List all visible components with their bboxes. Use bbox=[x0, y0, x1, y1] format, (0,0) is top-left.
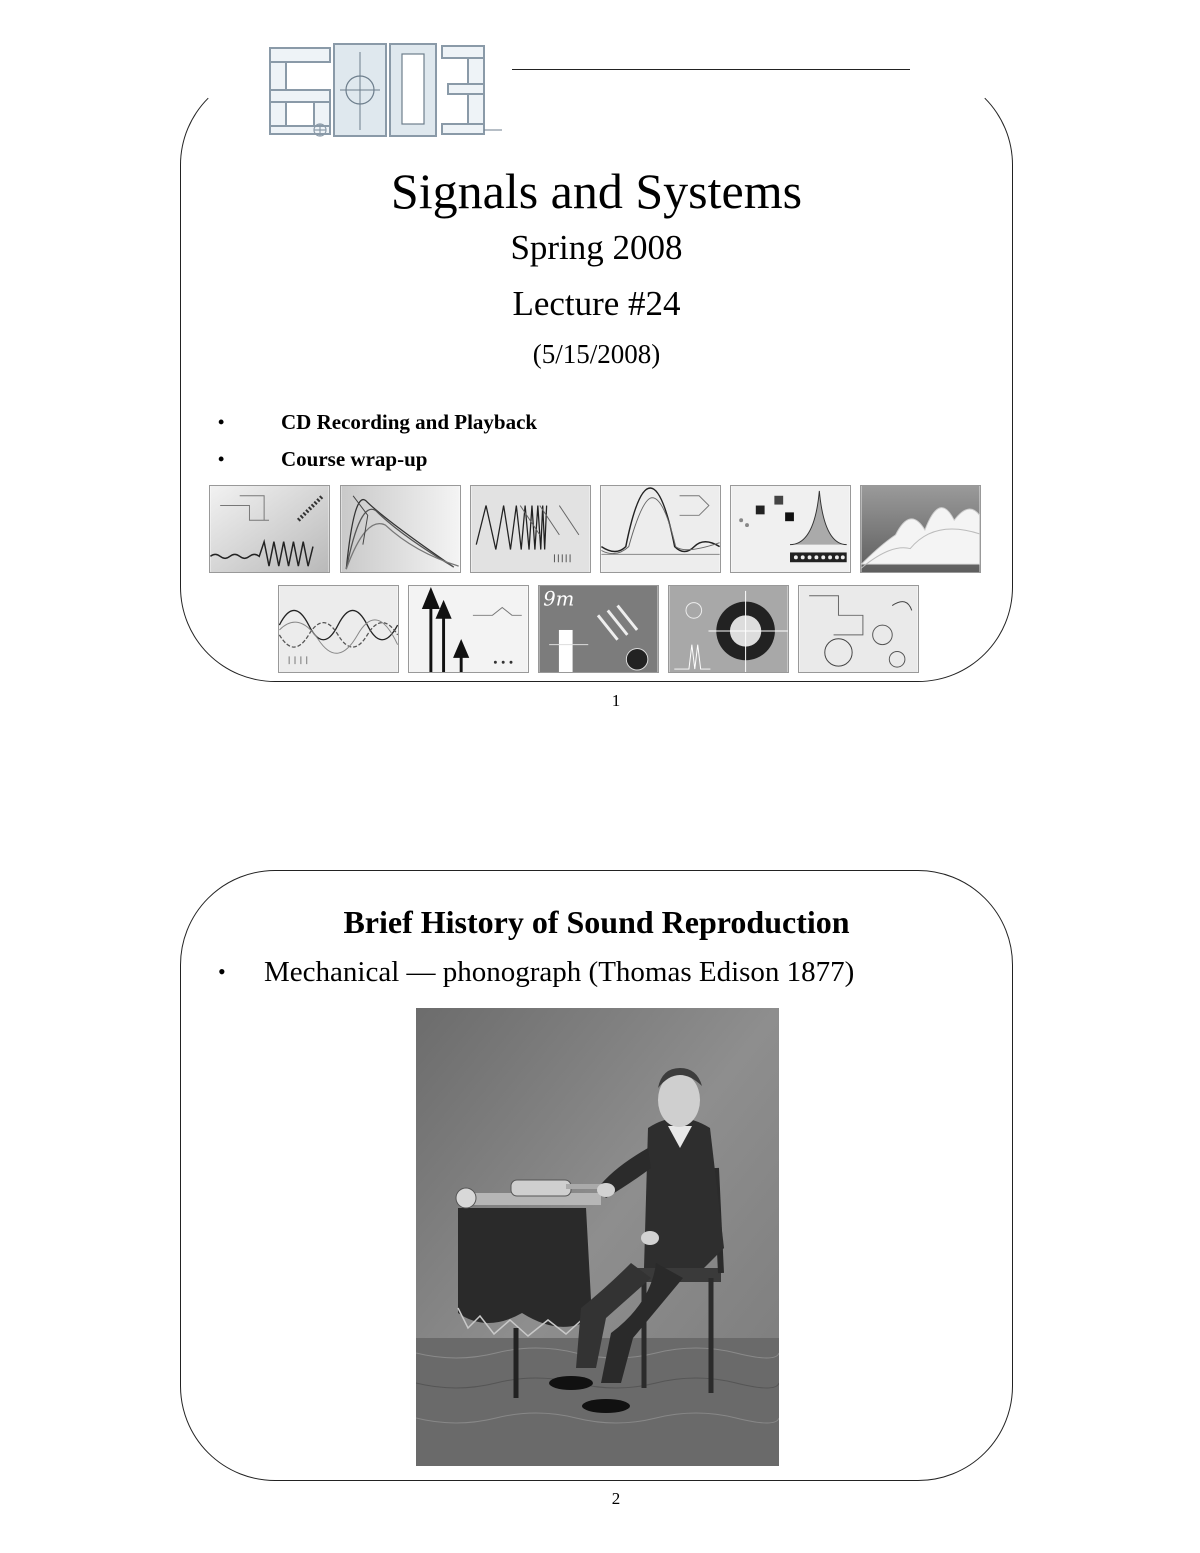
svg-text:9m: 9m bbox=[543, 587, 575, 611]
bullet-icon: • bbox=[218, 411, 225, 432]
circuit-waveform-icon bbox=[209, 485, 330, 573]
ring-spectrum-icon bbox=[668, 585, 789, 673]
bullet-text: CD Recording and Playback bbox=[281, 409, 538, 434]
slide-2-bullet bbox=[218, 952, 854, 992]
bullet-icon: • bbox=[218, 448, 225, 469]
slide-1-lecture: Lecture #24 bbox=[512, 284, 681, 323]
multi-sinusoid-icon bbox=[278, 585, 399, 673]
sinc-pulse-icon bbox=[600, 485, 721, 573]
impulse-arrows-icon bbox=[408, 585, 529, 673]
page-number: 1 bbox=[611, 691, 621, 710]
slide-1-bullet bbox=[218, 407, 537, 437]
image-filter-icon bbox=[538, 585, 659, 673]
chirp-signal-icon bbox=[470, 485, 591, 573]
slide-1-title: Signals and Systems bbox=[390, 163, 803, 219]
page-number: 2 bbox=[611, 1489, 621, 1508]
feedback-loops-icon bbox=[798, 585, 919, 673]
surface-plot-icon bbox=[860, 485, 981, 573]
decaying-curves-icon bbox=[340, 485, 461, 573]
slide-1-term: Spring 2008 bbox=[510, 228, 683, 267]
course-logo-icon bbox=[262, 40, 512, 140]
slide-1-bullet bbox=[218, 444, 427, 474]
bullet-text: Mechanical — phonograph (Thomas Edison 1877) bbox=[264, 955, 855, 988]
course-logo-6003 bbox=[262, 40, 512, 140]
dots-and-peak-icon bbox=[730, 485, 851, 573]
bullet-icon: • bbox=[218, 959, 226, 984]
slide-1-top-rule bbox=[508, 69, 910, 70]
edison-phonograph-photo bbox=[416, 1008, 779, 1466]
bullet-text: Course wrap-up bbox=[281, 446, 428, 471]
slide-2-title: Brief History of Sound Reproduction bbox=[343, 904, 850, 940]
slide-1-date: (5/15/2008) bbox=[532, 339, 661, 369]
